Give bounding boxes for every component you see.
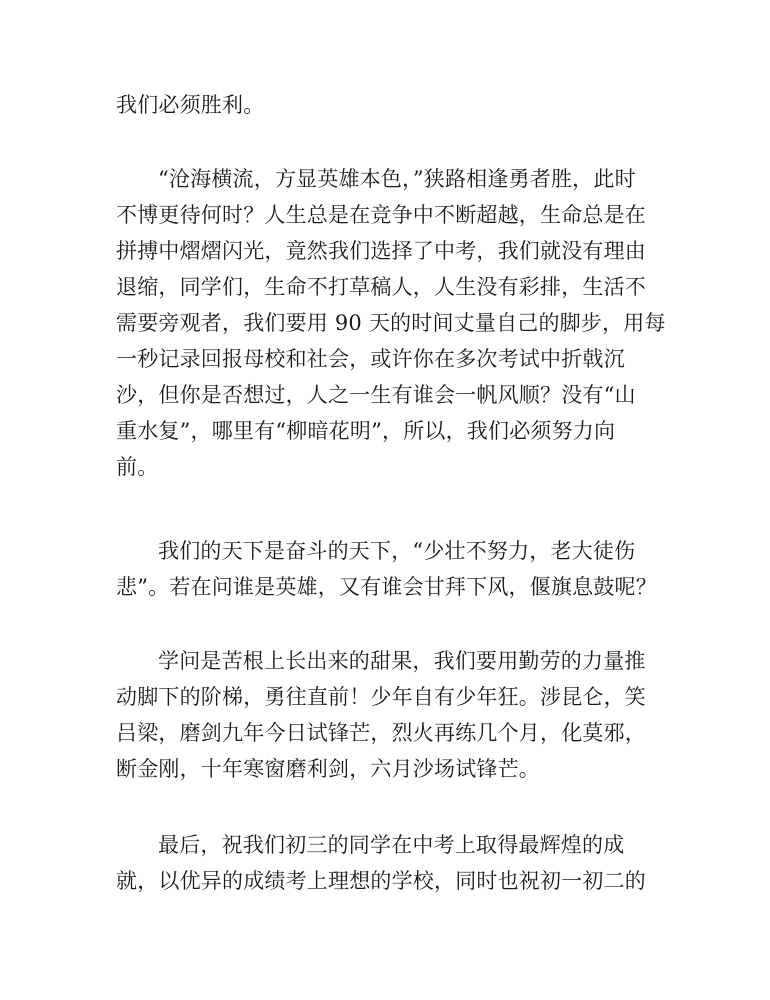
paragraph-1-line-1: 我们必须胜利。 — [116, 93, 265, 117]
paragraph-2-line-3: 拼搏中熠熠闪光，竟然我们选择了中考，我们就没有理由 — [116, 239, 646, 263]
paragraph-2-line-4: 退缩，同学们，生命不打草稿人，人生没有彩排，生活不 — [116, 275, 646, 299]
paragraph-2-line-8: 重水复”，哪里有“柳暗花明”，所以，我们必须努力向 — [116, 419, 616, 443]
paragraph-3-line-2: 悲”。若在问谁是英雄，又有谁会甘拜下风，偃旗息鼓呢？ — [116, 575, 657, 599]
paragraph-2-line-7: 沙，但你是否想过，人之一生有谁会一帆风顺？没有“山 — [116, 383, 636, 407]
paragraph-4-line-1: 学问是苦根上长出来的甜果，我们要用勤劳的力量推 — [158, 649, 646, 673]
paragraph-5-line-2: 就，以优异的成绩考上理想的学校，同时也祝初一初二的 — [116, 869, 646, 893]
paragraph-4-line-2: 动脚下的阶梯，勇往直前！少年自有少年狂。涉昆仑，笑 — [116, 685, 646, 709]
paragraph-3-line-1: 我们的天下是奋斗的天下，“少壮不努力，老大徒伤 — [158, 539, 636, 563]
paragraph-4-line-4: 断金刚，十年寒窗磨利剑，六月沙场试锋芒。 — [116, 757, 540, 781]
paragraph-2-line-1: “沧海横流，方显英雄本色，”狭路相逢勇者胜，此时 — [158, 167, 636, 191]
paragraph-5-line-1: 最后，祝我们初三的同学在中考上取得最辉煌的成 — [158, 833, 625, 857]
paragraph-2-line-6: 一秒记录回报母校和社会，或许你在多次考试中折戟沉 — [116, 347, 625, 371]
paragraph-2-line-2: 不博更待何时？人生总是在竞争中不断超越，生命总是在 — [116, 203, 646, 227]
paragraph-2-line-9: 前。 — [116, 455, 159, 479]
paragraph-4-line-3: 吕梁，磨剑九年今日试锋芒，烈火再练几个月，化莫邪， — [116, 721, 646, 745]
paragraph-2-line-5: 需要旁观者，我们要用 90 天的时间丈量自己的脚步，用每 — [116, 311, 666, 335]
